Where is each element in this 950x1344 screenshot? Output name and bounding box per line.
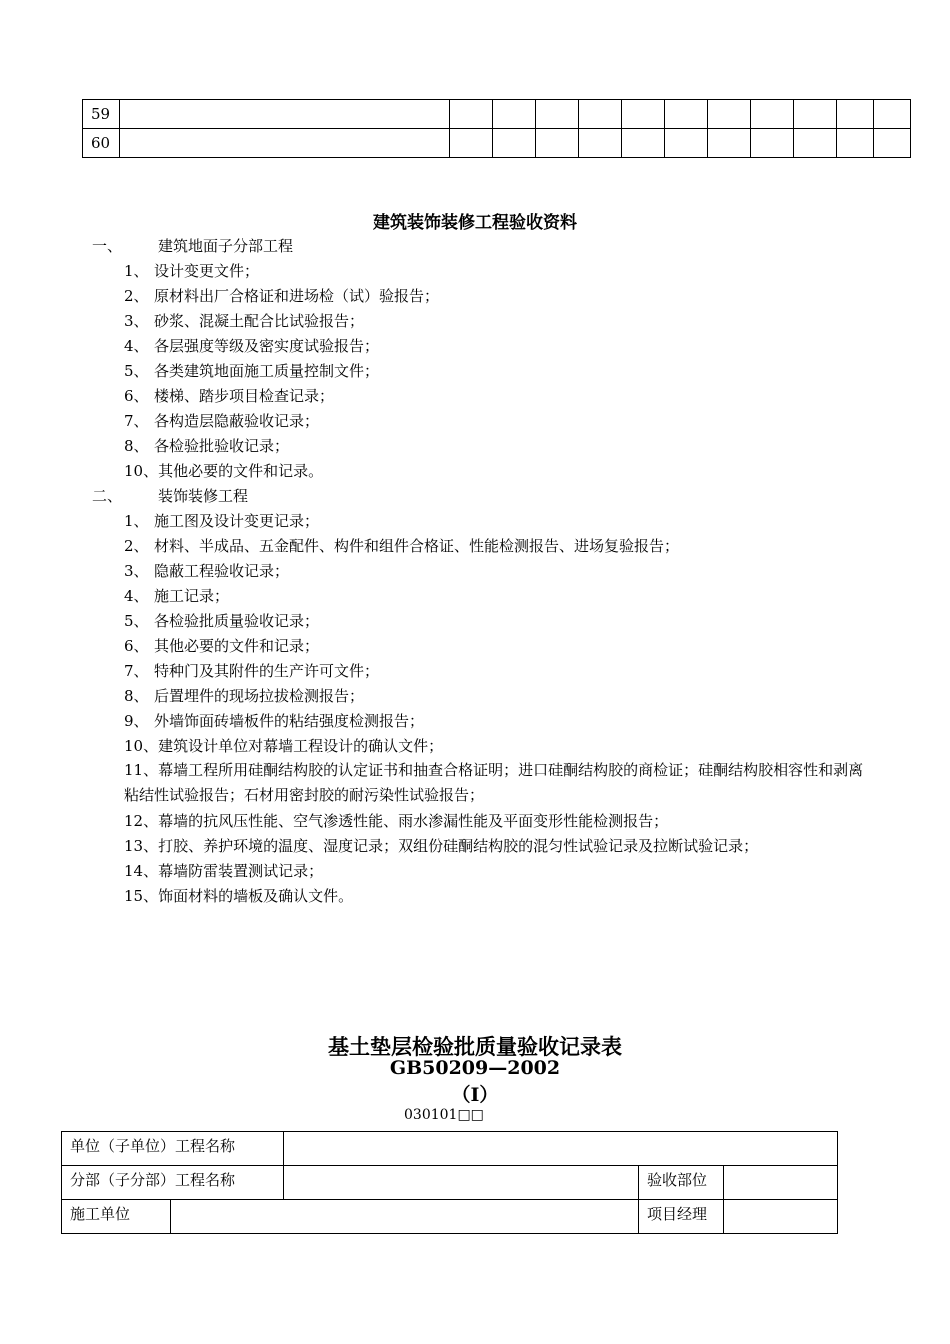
unit-name-field[interactable] [284,1132,838,1166]
form-standard: GB50209—2002 [389,1057,561,1079]
form-code: 030101□□ [404,1107,484,1123]
list-item: 4、 施工记录； [124,587,230,605]
table-row [62,1132,838,1166]
form-roman-numeral: （Ⅰ） [451,1084,499,1106]
section-title: 建筑地面子分部工程 [158,237,294,255]
form-title: 基土垫层检验批质量验收记录表 [328,1034,622,1059]
list-item: 5、 各检验批质量验收记录； [124,612,320,630]
list-item: 14、幕墙防雷装置测试记录； [124,862,324,880]
subdivision-name-field[interactable] [284,1166,639,1200]
list-item: 11、幕墙工程所用硅酮结构胶的认定证书和抽查合格证明；进口硅酮结构胶的商检证；硅酮结构胶相容性和剥离粘结性试验报告；石材用密封胶的耐污染性试验报告； [124,761,864,804]
list-item: 2、 原材料出厂合格证和进场检（试）验报告； [124,287,440,305]
section-heading [92,486,248,506]
list-item: 6、 其他必要的文件和记录； [124,637,320,655]
section-number: 一、 [92,237,123,255]
contractor-label: 施工单位 [62,1200,171,1234]
document-title: 建筑装饰装修工程验收资料 [373,213,577,233]
list-item: 7、 各构造层隐蔽验收记录； [124,412,320,430]
list-item: 13、打胶、养护环境的温度、湿度记录；双组份硅酮结构胶的混匀性试验记录及拉断试验记录； [124,837,759,855]
list-item: 7、 特种门及其附件的生产许可文件； [124,662,380,680]
list-item: 8、 后置埋件的现场拉拔检测报告； [124,687,365,705]
list-item: 4、 各层强度等级及密实度试验报告； [124,337,380,355]
contractor-field[interactable] [171,1200,639,1234]
list-item: 1、 施工图及设计变更记录； [124,512,320,530]
row-number: 60 [83,129,120,158]
list-item: 3、 砂浆、混凝土配合比试验报告； [124,312,365,330]
table-row [83,129,911,158]
form-table [61,1131,838,1234]
list-item: 5、 各类建筑地面施工质量控制文件； [124,362,380,380]
inspection-position-label: 验收部位 [639,1166,724,1200]
list-item: 6、 楼梯、踏步项目检查记录； [124,387,335,405]
list-item: 10、其他必要的文件和记录。 [124,462,324,480]
list-item: 1、 设计变更文件； [124,262,260,280]
project-manager-label: 项目经理 [639,1200,724,1234]
section-title: 装饰装修工程 [158,487,249,505]
unit-name-label: 单位（子单位）工程名称 [62,1132,284,1166]
row-number: 59 [83,100,120,129]
top-table [82,99,911,158]
table-row [62,1200,838,1234]
list-item: 12、幕墙的抗风压性能、空气渗透性能、雨水渗漏性能及平面变形性能检测报告； [124,812,669,830]
project-manager-field[interactable] [724,1200,838,1234]
list-item: 15、饰面材料的墙板及确认文件。 [124,887,354,905]
inspection-position-field[interactable] [724,1166,838,1200]
list-item: 3、 隐蔽工程验收记录； [124,562,290,580]
list-item: 2、 材料、半成品、五金配件、构件和组件合格证、性能检测报告、进场复验报告； [124,537,680,555]
list-item: 10、建筑设计单位对幕墙工程设计的确认文件； [124,737,444,755]
table-row [83,100,911,129]
list-item: 8、 各检验批验收记录； [124,437,290,455]
table-row [62,1166,838,1200]
section-heading [92,236,293,256]
list-item: 9、 外墙饰面砖墙板件的粘结强度检测报告； [124,712,425,730]
subdivision-name-label: 分部（子分部）工程名称 [62,1166,284,1200]
section-number: 二、 [92,487,123,505]
